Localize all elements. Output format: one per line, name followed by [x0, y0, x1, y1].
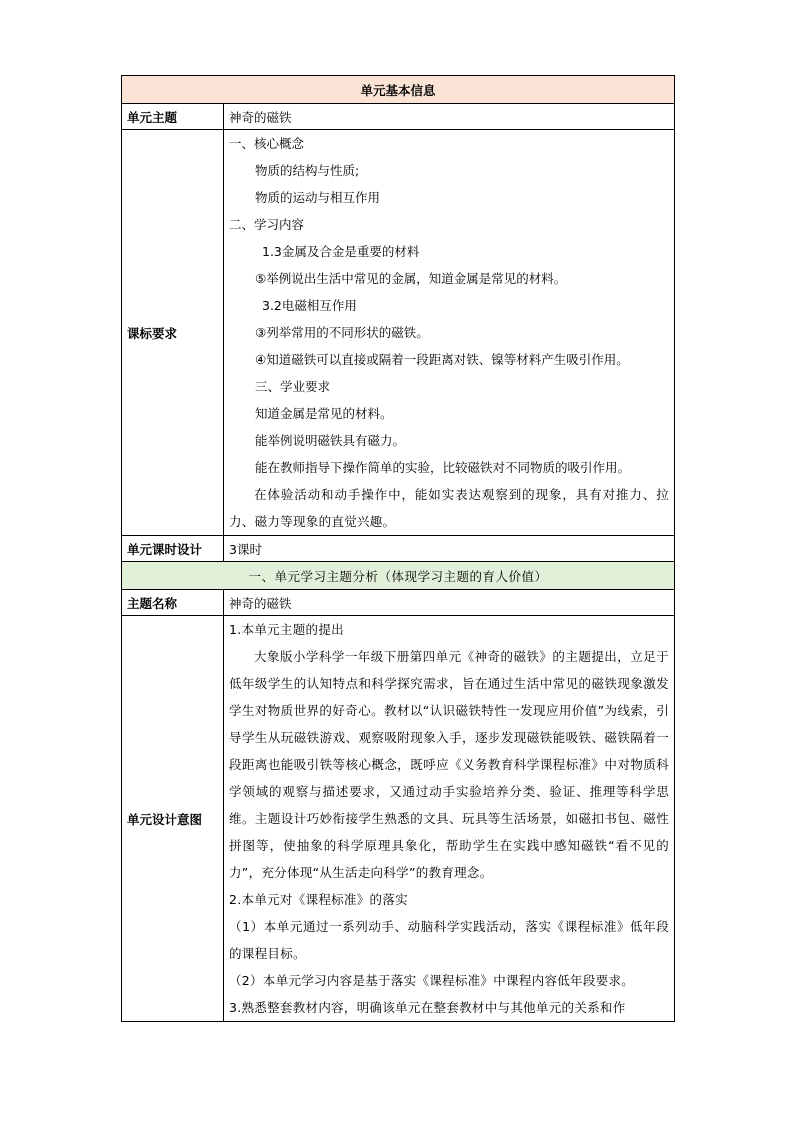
req-line: 物质的运动与相互作用 — [255, 190, 381, 205]
theme-label: 单元主题 — [122, 104, 224, 130]
topic-name-label: 主题名称 — [122, 590, 224, 616]
req-line: 能举例说明磁铁具有磁力。 — [255, 433, 406, 448]
design-intent-label: 单元设计意图 — [122, 616, 224, 1022]
req-line: ③列举常用的不同形状的磁铁。 — [255, 325, 429, 340]
req-line: 三、学业要求 — [255, 379, 331, 394]
req-line: 在体验活动和动手操作中，能如实表达观察到的现象，具有对推力、拉力、磁力等现象的直觉兴趣。 — [229, 487, 670, 529]
section-title: 2.本单元对《课程标准》的落实 — [229, 892, 408, 907]
req-line: 1.3金属及合金是重要的材料 — [262, 244, 420, 259]
paragraph: （2）本单元学习内容是基于落实《课程标准》中课程内容低年段要求。 — [229, 973, 635, 988]
section-title: 3.熟悉整套教材内容，明确该单元在整套教材中与其他单元的关系和作 — [229, 1000, 626, 1015]
requirements-label: 课标要求 — [122, 130, 224, 536]
req-line: 3.2电磁相互作用 — [262, 298, 357, 313]
req-line: 物质的结构与性质; — [255, 163, 360, 178]
hours-value: 3课时 — [224, 536, 675, 562]
hours-label: 单元课时设计 — [122, 536, 224, 562]
req-line: 知道金属是常见的材料。 — [255, 406, 393, 421]
section-title: 1.本单元主题的提出 — [229, 622, 344, 637]
basic-info-header: 单元基本信息 — [122, 76, 675, 104]
requirements-content — [224, 130, 675, 536]
req-line: ⑤举例说出生活中常见的金属，知道金属是常见的材料。 — [255, 271, 567, 286]
unit-info-table — [121, 75, 675, 1022]
req-line: ④知道磁铁可以直接或隔着一段距离对铁、镍等材料产生吸引作用。 — [255, 352, 629, 367]
req-line: 二、学习内容 — [229, 217, 305, 232]
req-line: 一、核心概念 — [229, 136, 305, 151]
theme-value: 神奇的磁铁 — [224, 104, 675, 130]
analysis-header: 一、单元学习主题分析（体现学习主题的育人价值） — [122, 562, 675, 590]
req-line: 能在教师指导下操作简单的实验，比较磁铁对不同物质的吸引作用。 — [255, 460, 631, 475]
paragraph: （1）本单元通过一系列动手、动脑科学实践活动，落实《课程标准》低年段的课程目标。 — [229, 919, 670, 961]
paragraph: 大象版小学科学一年级下册第四单元《神奇的磁铁》的主题提出，立足于低年级学生的认知特点和科学探究需求，旨在通过生活中常见的磁铁现象激发学生对物质世界的好奇心。教材以“认识磁铁特性一发现应用价值”为线索，引导学生从玩磁铁游戏、观察吸附现象入手，逐步发现磁铁能吸铁、磁铁隔着一段距离也能吸引铁等核心概念，既呼应《义务教育科学课程标准》中对物质科学领域的观察与描述要求，又通过动手实验培养分类、验证、推理等科学思维。主题设计巧妙衔接学生熟悉的文具、玩具等生活场景，如磁扣书包、磁性拼图等，使抽象的科学原理具象化，帮助学生在实践中感知磁铁“看不见的力”，充分体现“从生活走向科学”的教育理念。 — [229, 649, 670, 880]
design-intent-content — [224, 616, 675, 1022]
topic-name-value: 神奇的磁铁 — [224, 590, 675, 616]
